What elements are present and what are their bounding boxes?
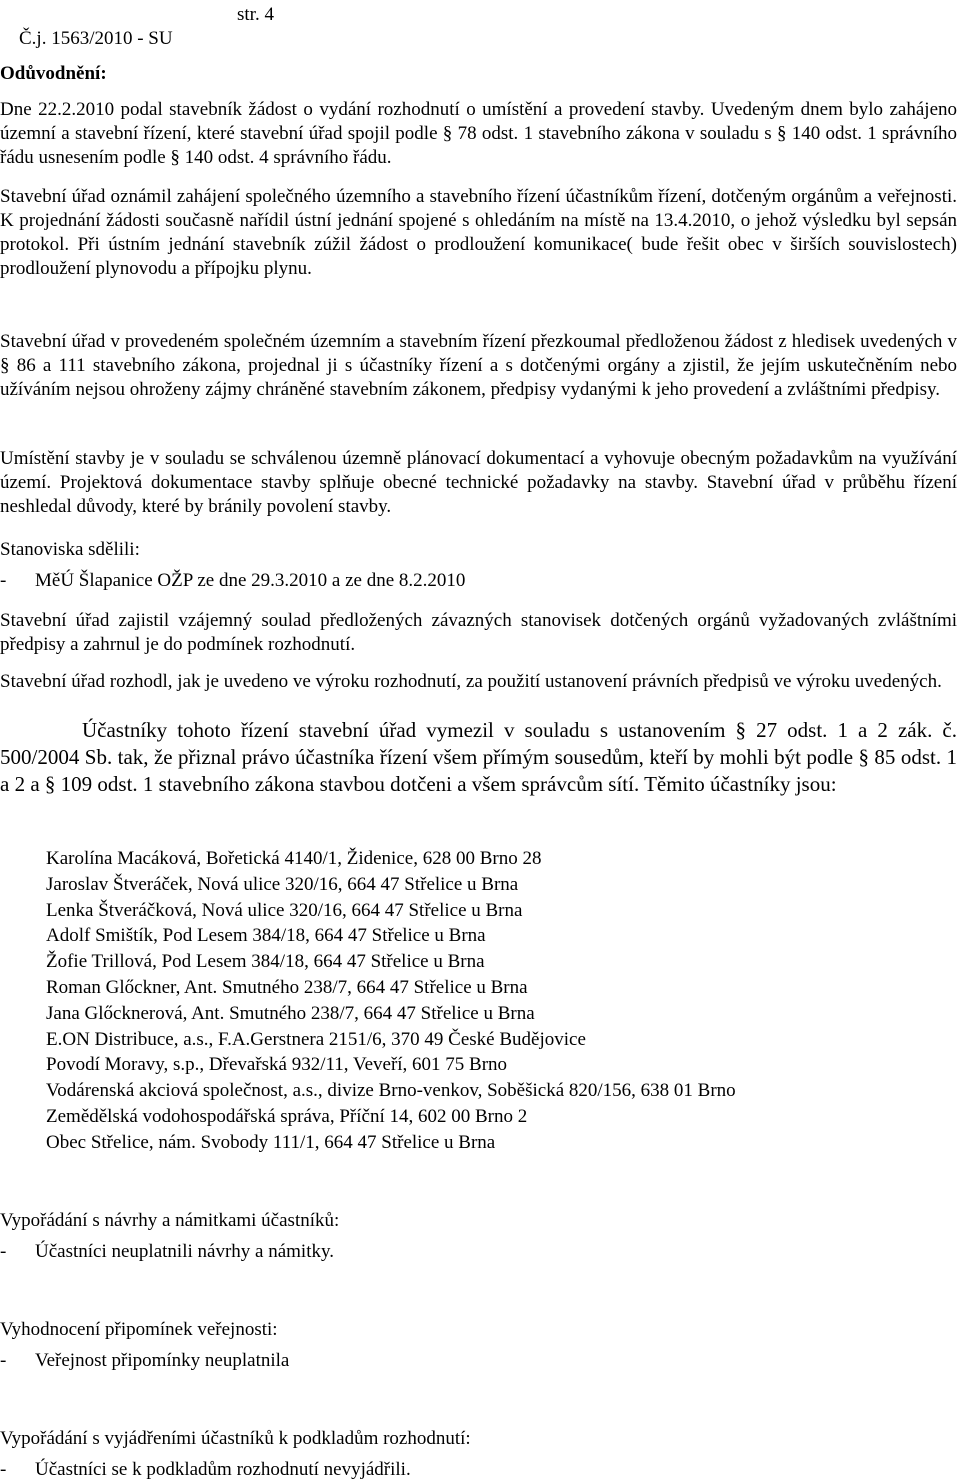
party-item: Jaroslav Štveráček, Nová ulice 320/16, 664 47 Střelice u Brna [46, 873, 519, 895]
list-dash: - [0, 1459, 7, 1480]
paragraph-1: Dne 22.2.2010 podal stavebník žádost o vydání rozhodnutí o umístění a provedení stavby. Uvedeným dnem bylo zahájeno územní a stavební řízení, které stavební úřad spojil podle § 78 odst. 1 stavebního zákona v souladu s § 140 odst. 1 správního řádu usnesením podle § 140 odst. 4 správního řádu. [0, 99, 957, 168]
stanoviska-item-text: MěÚ Šlapanice OŽP ze dne 29.3.2010 a ze dne 8.2.2010 [35, 570, 466, 591]
party-item: Jana Glőcknerová, Ant. Smutného 238/7, 664 47 Střelice u Brna [46, 1002, 535, 1024]
verejnost-item-text: Veřejnost připomínky neuplatnila [35, 1350, 290, 1371]
party-item: Karolína Macáková, Bořetická 4140/1, Židenice, 628 00 Brno 28 [46, 848, 542, 869]
stanoviska-label: Stanoviska sdělili: [0, 539, 140, 560]
paragraph-7: Účastníky tohoto řízení stavební úřad vymezil v souladu s ustanovením § 27 odst. 1 a 2 zák. č. 500/2004 Sb. tak, že přiznal právo účastníka řízení všem přímým sousedům, kteří by mohli být podle § 85 odst. 1 a 2 a § 109 odst. 1 stavebního zákona stavbou dotčeni a všem správcům sítí. Těmito účastníky jsou: [0, 718, 957, 796]
party-item: Zemědělská vodohospodářská správa, Příční 14, 602 00 Brno 2 [46, 1105, 528, 1127]
navrhy-label: Vypořádání s návrhy a námitkami účastníků: [0, 1210, 340, 1231]
paragraph-2: Stavební úřad oznámil zahájení společného územního a stavebního řízení účastníkům řízení, dotčeným orgánům a veřejnosti. K projednání žádosti současně nařídil ústní jednání spojené s ohledáním na místě na 13.4.2010, o jehož výsledku byl sepsán protokol. Při ústním jednání stavebník zúžil žádost o prodloužení komunikace( bude řešit obec v širších souvislostech) prodloužení plynovodu a přípojku plynu. [0, 186, 957, 279]
party-item: Adolf Smištík, Pod Lesem 384/18, 664 47 Střelice u Brna [46, 925, 486, 947]
list-dash: - [0, 570, 7, 591]
parties-list [46, 846, 926, 1156]
party-item: Povodí Moravy, s.p., Dřevařská 932/11, Veveří, 601 75 Brno [46, 1054, 508, 1076]
party-item: Vodárenská akciová společnost, a.s., divize Brno-venkov, Soběšická 820/156, 638 01 Brno [46, 1080, 736, 1102]
list-dash: - [0, 1350, 7, 1371]
podklady-label: Vypořádání s vyjádřeními účastníků k podkladům rozhodnutí: [0, 1428, 471, 1449]
reference-number: Č.j. 1563/2010 - SU [19, 28, 173, 49]
party-item: Lenka Štveráčková, Nová ulice 320/16, 664 47 Střelice u Brna [46, 899, 523, 921]
podklady-item [0, 1458, 957, 1482]
navrhy-item [0, 1240, 957, 1264]
stanoviska-item [0, 569, 957, 593]
podklady-item-text: Účastníci se k podkladům rozhodnutí nevyjádřili. [35, 1459, 411, 1480]
page-number: str. 4 [237, 4, 274, 25]
paragraph-5: Stavební úřad zajistil vzájemný soulad předložených závazných stanovisek dotčených orgánů vyžadovaných zvláštními předpisy a zahrnul je do podmínek rozhodnutí. [0, 610, 957, 655]
party-item: E.ON Distribuce, a.s., F.A.Gerstnera 2151/6, 370 49 České Budějovice [46, 1028, 586, 1050]
list-dash: - [0, 1241, 7, 1262]
section-heading: Odůvodnění: [0, 63, 107, 84]
party-item: Obec Střelice, nám. Svobody 111/1, 664 47 Střelice u Brna [46, 1131, 496, 1153]
paragraph-4: Umístění stavby je v souladu se schválenou územně plánovací dokumentací a vyhovuje obecným požadavkům na využívání území. Projektová dokumentace stavby splňuje obecné technické požadavky na stavby. Stavební úřad v průběhu řízení neshledal důvody, které by bránily povolení stavby. [0, 448, 957, 517]
navrhy-item-text: Účastníci neuplatnili návrhy a námitky. [35, 1241, 334, 1262]
paragraph-3: Stavební úřad v provedeném společném územním a stavebním řízení přezkoumal předloženou žádost z hledisek uvedených v § 86 a 111 stavebního zákona, projednal ji s účastníky řízení a s dotčenými orgány a zjistil, že jejím uskutečněním nebo užíváním nejsou ohroženy zájmy chráněné stavebním zákonem, předpisy vydanými k jeho provedení a zvláštními předpisy. [0, 331, 957, 400]
verejnost-item [0, 1349, 957, 1373]
party-item: Roman Glőckner, Ant. Smutného 238/7, 664 47 Střelice u Brna [46, 976, 528, 998]
verejnost-label: Vyhodnocení připomínek veřejnosti: [0, 1319, 278, 1340]
party-item: Žofie Trillová, Pod Lesem 384/18, 664 47 Střelice u Brna [46, 951, 485, 973]
paragraph-6: Stavební úřad rozhodl, jak je uvedeno ve výroku rozhodnutí, za použití ustanovení právních předpisů ve výroku uvedených. [0, 671, 942, 692]
